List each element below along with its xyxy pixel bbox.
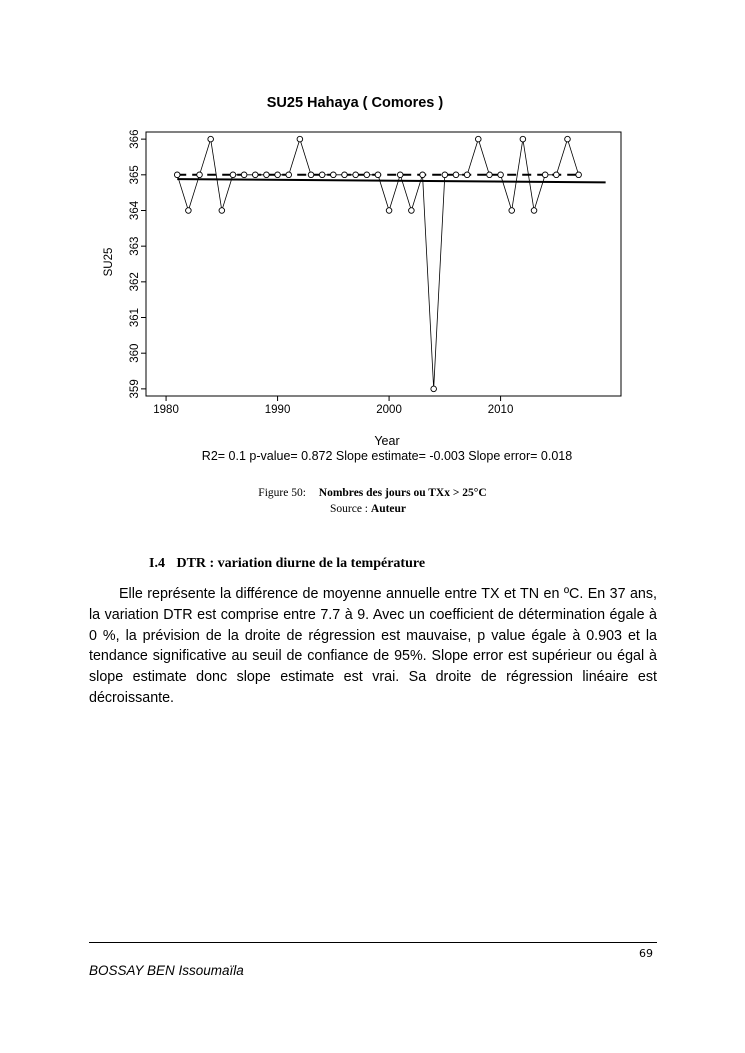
data-point bbox=[487, 172, 493, 178]
figure-caption bbox=[0, 487, 745, 499]
su25-chart bbox=[95, 88, 640, 468]
data-point bbox=[565, 136, 571, 142]
y-tick-label: 365 bbox=[129, 165, 141, 185]
x-tick-label: 1980 bbox=[153, 404, 179, 416]
data-point bbox=[319, 172, 325, 178]
data-point bbox=[554, 172, 560, 178]
data-point bbox=[498, 172, 504, 178]
data-point bbox=[453, 172, 459, 178]
x-tick-label: 1990 bbox=[264, 404, 291, 416]
y-tick-label: 366 bbox=[129, 129, 141, 149]
data-point bbox=[286, 172, 292, 178]
body-paragraph: Elle représente la différence de moyenne annuelle entre TX et TN en ºC. En 37 ans, la variation DTR est comprise entre 7.7 à 9. Avec un coefficient de détermination égale à 0 %, la prévision de la droite de régression est mauvaise, p value égale à 0.903 et la tendance significative au seuil de confiance de 95%. Slope error est supérieur ou égal à slope estimate donc slope estimate est vrai. Sa droite de régression linéaire est décroissante. bbox=[89, 586, 657, 706]
section-heading bbox=[149, 556, 425, 572]
section-number: I.4 bbox=[149, 556, 165, 571]
data-point bbox=[331, 172, 337, 178]
data-point bbox=[431, 386, 437, 392]
y-tick-label: 364 bbox=[129, 200, 141, 221]
data-point bbox=[297, 136, 303, 142]
figure-number: Figure 50: bbox=[258, 487, 306, 499]
data-point bbox=[576, 172, 582, 178]
data-point bbox=[475, 136, 481, 142]
data-point bbox=[308, 172, 314, 178]
data-point bbox=[464, 172, 470, 178]
data-point bbox=[420, 172, 426, 178]
y-tick-label: 362 bbox=[129, 272, 141, 292]
x-tick-label: 2010 bbox=[487, 404, 514, 416]
data-point bbox=[275, 172, 281, 178]
data-point bbox=[442, 172, 448, 178]
x-axis-label: Year bbox=[374, 434, 400, 448]
data-point bbox=[353, 172, 359, 178]
source-value: Auteur bbox=[370, 503, 407, 515]
data-point bbox=[208, 136, 214, 142]
source-label: Source : bbox=[330, 503, 369, 515]
y-tick-label: 360 bbox=[129, 343, 141, 363]
chart-title: SU25 Hahaya ( Comores ) bbox=[266, 95, 444, 111]
data-point bbox=[531, 208, 537, 214]
data-point bbox=[186, 208, 192, 214]
data-point bbox=[542, 172, 548, 178]
data-point bbox=[197, 172, 203, 178]
data-point bbox=[252, 172, 258, 178]
data-point bbox=[409, 208, 415, 214]
y-tick-label: 359 bbox=[129, 379, 141, 399]
stats-line: R2= 0.1 p-value= 0.872 Slope estimate= -0.003 Slope error= 0.018 bbox=[201, 449, 573, 463]
page-number: 69 bbox=[639, 947, 653, 960]
data-point bbox=[219, 208, 225, 214]
data-point bbox=[375, 172, 381, 178]
footer-author: BOSSAY BEN Issoumaïla bbox=[89, 963, 244, 978]
data-point bbox=[241, 172, 247, 178]
y-tick-label: 361 bbox=[129, 307, 141, 328]
y-axis-label: SU25 bbox=[103, 247, 115, 277]
y-tick-label: 363 bbox=[129, 236, 141, 256]
footer-divider bbox=[89, 942, 657, 943]
regression-line bbox=[177, 179, 605, 182]
data-point bbox=[364, 172, 370, 178]
data-point bbox=[520, 136, 526, 142]
x-tick-label: 2000 bbox=[376, 404, 402, 416]
data-point bbox=[397, 172, 403, 178]
data-point bbox=[174, 172, 180, 178]
data-point bbox=[509, 208, 515, 214]
data-point bbox=[264, 172, 270, 178]
data-point bbox=[386, 208, 392, 214]
figure-title: Nombres des jours ou TXx > 25°C bbox=[318, 487, 487, 499]
plot-frame bbox=[146, 132, 621, 396]
figure-source bbox=[330, 503, 406, 515]
data-point bbox=[230, 172, 236, 178]
section-title: DTR : variation diurne de la température bbox=[176, 556, 426, 571]
data-point bbox=[342, 172, 348, 178]
